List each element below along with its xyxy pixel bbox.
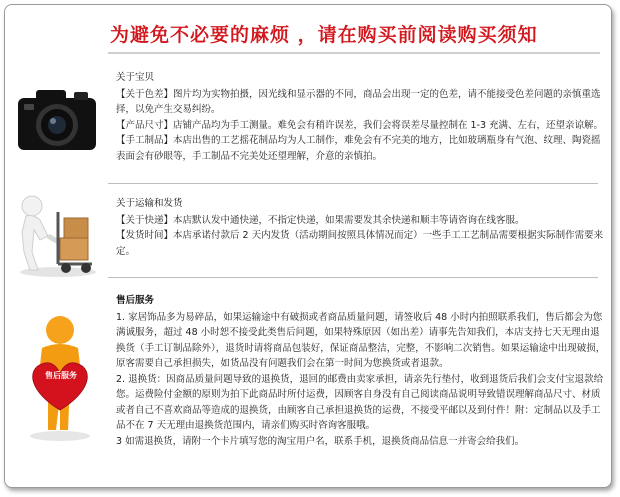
camera-icon	[16, 86, 98, 152]
paragraph-handmade: 【手工制品】本店出售的工艺摇花制品均为人工制作，难免会有不完美的地方，比如玻璃瓶身有气泡、纹理、陶瓷摇表面会有砂眼等，手工制品不完美处还望理解，介意的亲慎拍。	[116, 135, 601, 162]
paragraph-returns: 2. 退换货：因商品质量问题导致的退换货，退回的邮费由卖家承担，请亲先行垫付，收到退货后我们会支付宝退款给您。运费险付金额的原则为拍下此商品时所付运费，因顾客自身没有自己阅读商品说明导致错误理解商品尺寸、材质或者自己不喜欢商品等造成的退换货，由顾客自己承担退换货的运费，不接受平邮以及到付件！附：定制品以及手工品不在 7 天无理由退换货范围内，请亲们购买时咨询客服哦。	[116, 373, 604, 431]
section-divider	[108, 277, 598, 278]
section-about-products	[116, 70, 608, 164]
headline-divider	[108, 52, 600, 54]
paragraph-fragile-items: 1. 家居饰品多为易碎品，如果运输途中有破损或者商品质量问题，请签收后 48 小时内拍照联系我们，售后都会为您满诚服务，超过 48 小时恕不接受此类售后问题，如果特殊原因（如出差）请事先告知我们，本店支持七天无理由退换货（手工订制品除外），退货时请将商品包装好，保证商品整洁，完整，不影响二次销售。如果运输途中出现破损，原客需要自己承担损失，如货品没有问题我们会在第一时间为您换货或者退款。	[116, 311, 606, 369]
section-after-sales	[116, 293, 608, 449]
paragraph-courier: 【关于快递】本店默认发中通快递，不指定快递，如果需要发其余快递和顺丰等请咨询在线客服。	[116, 214, 525, 226]
paragraph-color-difference: 【关于色差】图片均为实物拍摄，因光线和显示器的不同，商品会出现一定的色差，请不能接受色差问题的亲慎重选择，以免产生交易纠纷。	[116, 88, 601, 115]
section-title: 关于运输和发货	[116, 198, 183, 209]
paragraph-product-size: 【产品尺寸】店铺产品均为手工测量。难免会有稍许误差，我们会将误差尽量控制在 1-3 充满、左右，还望亲谅解。	[116, 119, 604, 131]
section-shipping	[116, 196, 608, 259]
delivery-figure-icon	[14, 192, 102, 278]
paragraph-return-card: 3 如需退换货，请附一个卡片填写您的淘宝用户名，联系手机，退换货商品信息一并寄会给我们。	[116, 435, 525, 447]
headline: 为避免不必要的麻烦 ，请在购买前阅读购买须知	[110, 24, 538, 46]
heart-label: 售后服务	[45, 371, 77, 380]
section-title: 售后服务	[116, 295, 155, 306]
section-divider	[108, 183, 598, 184]
section-title: 关于宝贝	[116, 72, 155, 83]
paragraph-delivery-time: 【发货时间】本店承诺付款后 2 天内发货（活动期间按照具体情况而定）一些手工工艺制品需要根据实际制作需要来定。	[116, 230, 604, 257]
